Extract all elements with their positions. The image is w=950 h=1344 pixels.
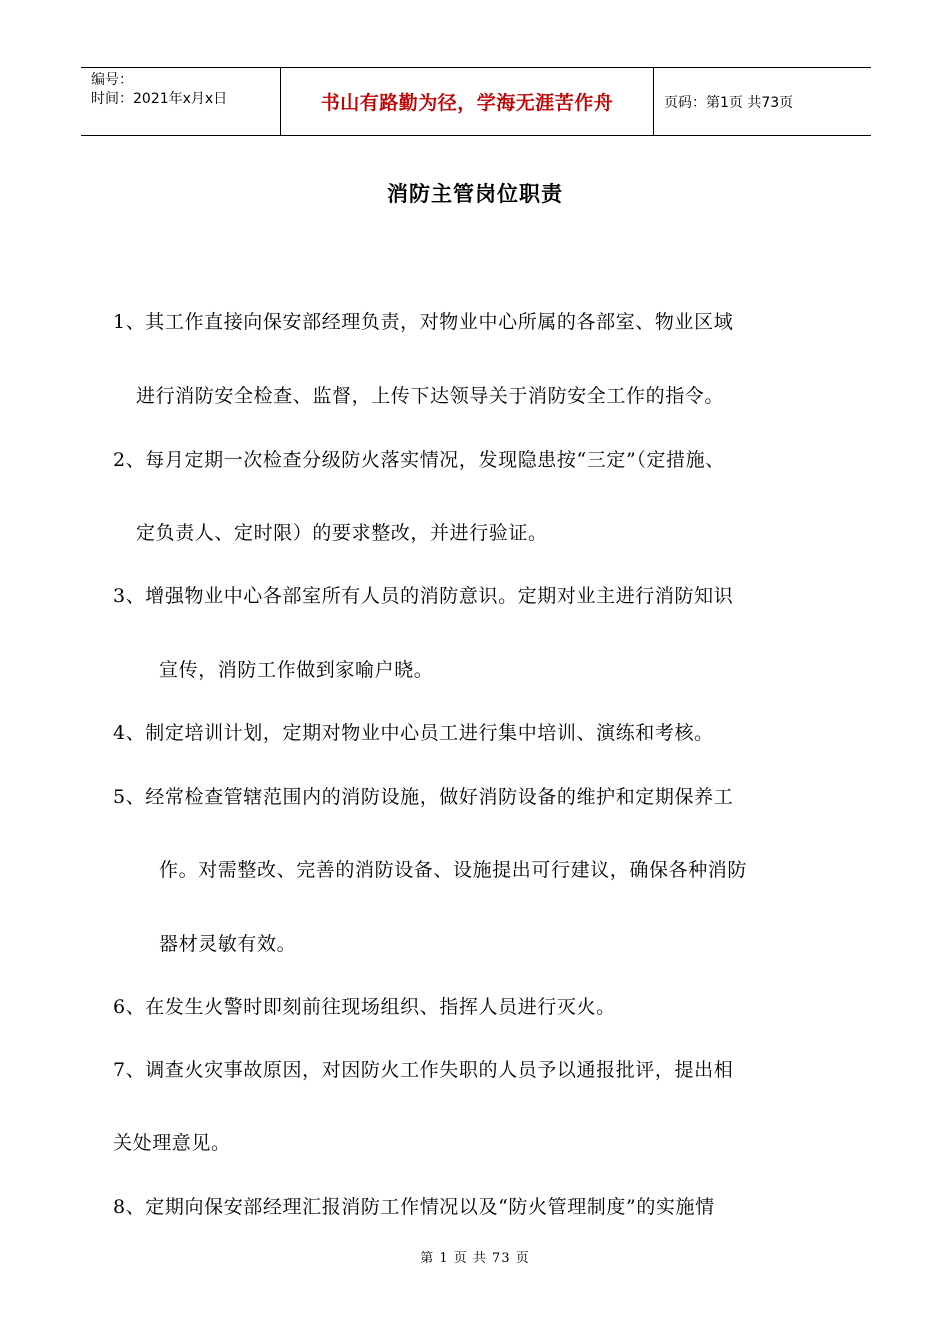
document-number-label: 编号： bbox=[91, 72, 133, 88]
body-line: 进行消防安全检查、监督，上传下达领导关于消防安全工作的指令。 bbox=[136, 385, 725, 407]
body-line: 关处理意见。 bbox=[113, 1132, 231, 1154]
header-page-cell bbox=[654, 68, 871, 135]
body-line: 8、定期向保安部经理汇报消防工作情况以及“防火管理制度”的实施情 bbox=[113, 1196, 715, 1218]
body-line: 1、其工作直接向保安部经理负责，对物业中心所属的各部室、物业区域 bbox=[113, 311, 734, 333]
header-page-info: 页码：第1页 共73页 bbox=[664, 94, 794, 111]
header-motto-cell bbox=[281, 68, 654, 135]
body-line: 6、在发生火警时即刻前往现场组织、指挥人员进行灭火。 bbox=[113, 996, 616, 1018]
body-line: 器材灵敏有效。 bbox=[159, 933, 297, 955]
page-footer: 第 1 页 共 73 页 bbox=[420, 1251, 530, 1266]
body-line: 宣传，消防工作做到家喻户晓。 bbox=[159, 659, 434, 681]
body-line: 2、每月定期一次检查分级防火落实情况，发现隐患按“三定”（定措施、 bbox=[113, 449, 725, 471]
header-info-cell bbox=[81, 68, 281, 135]
body-line: 作。对需整改、完善的消防设备、设施提出可行建议，确保各种消防 bbox=[159, 859, 748, 881]
header-motto: 书山有路勤为径，学海无涯苦作舟 bbox=[320, 92, 614, 114]
body-line: 4、制定培训计划，定期对物业中心员工进行集中培训、演练和考核。 bbox=[113, 722, 714, 744]
body-line: 7、调查火灾事故原因，对因防火工作失职的人员予以通报批评，提出相 bbox=[113, 1059, 734, 1081]
body-line: 5、经常检查管辖范围内的消防设施，做好消防设备的维护和定期保养工 bbox=[113, 786, 734, 808]
body-line: 3、增强物业中心各部室所有人员的消防意识。定期对业主进行消防知识 bbox=[113, 585, 734, 607]
document-title: 消防主管岗位职责 bbox=[387, 182, 563, 206]
body-line: 定负责人、定时限）的要求整改，并进行验证。 bbox=[136, 522, 548, 544]
document-date: 时间：2021年x月x日 bbox=[91, 91, 228, 107]
header-table bbox=[81, 67, 871, 136]
